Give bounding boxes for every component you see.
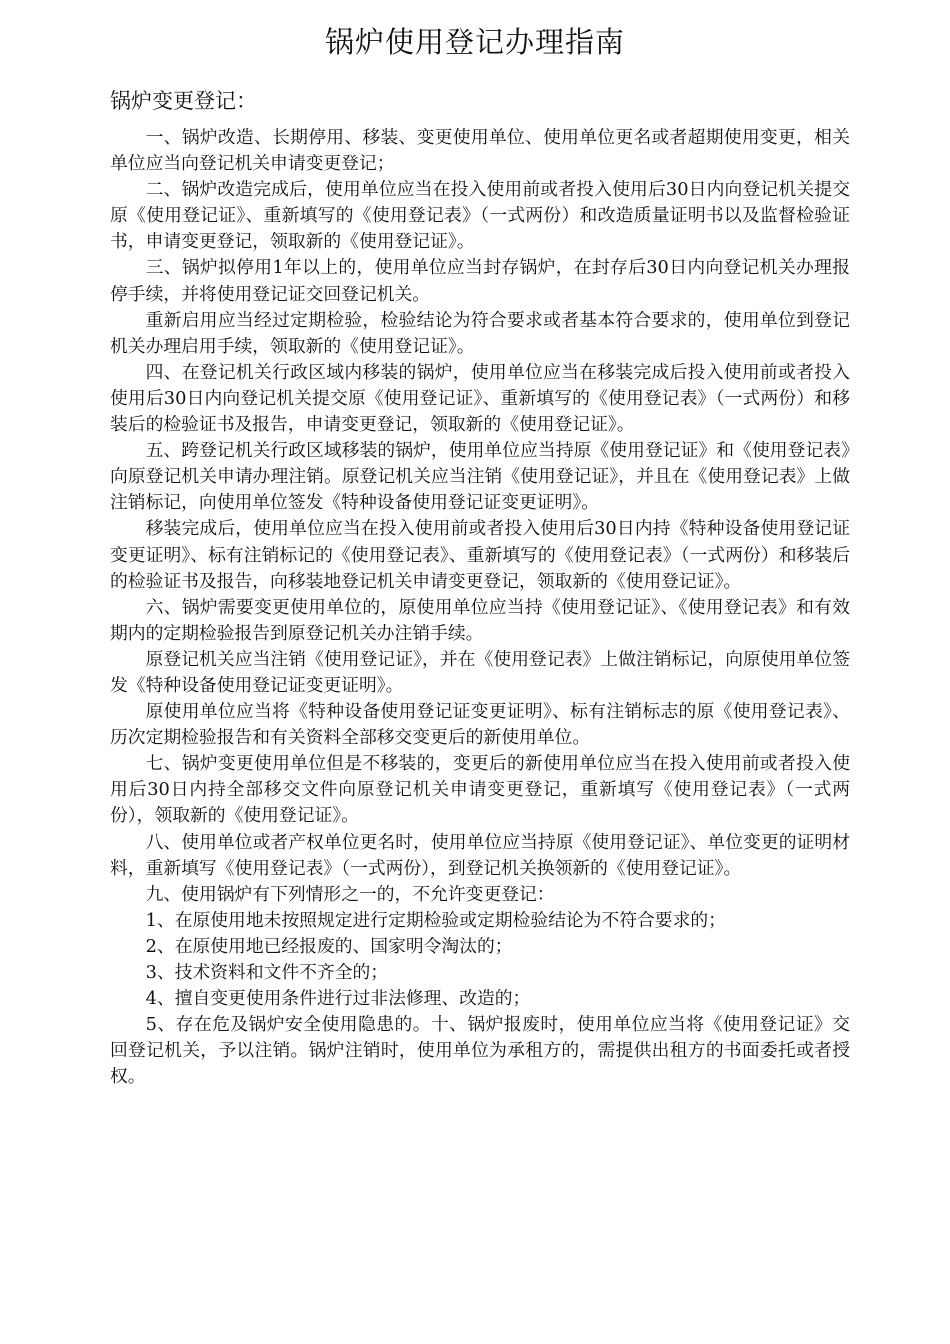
document-title: 锅炉使用登记办理指南 xyxy=(324,25,625,59)
paragraph: 原使用单位应当将《特种设备使用登记证变更证明》、标有注销标志的原《使用登记表》、历次定期检验报告和有关资料全部移交变更后的新使用单位。 xyxy=(110,701,850,749)
section-heading: 锅炉变更登记： xyxy=(110,89,257,113)
paragraph: 三、锅炉拟停用1年以上的，使用单位应当封存锅炉，在封存后30日内向登记机关办理报停手续，并将使用登记证交回登记机关。 xyxy=(110,257,850,305)
paragraph: 一、锅炉改造、长期停用、移装、变更使用单位、使用单位更名或者超期使用变更，相关单位应当向登记机关申请变更登记； xyxy=(110,127,850,175)
paragraph: 二、锅炉改造完成后，使用单位应当在投入使用前或者投入使用后30日内向登记机关提交原《使用登记证》、重新填写的《使用登记表》（一式两份）和改造质量证明书以及监督检验证书，申请变更登记，领取新的《使用登记证》。 xyxy=(110,179,850,253)
paragraph: 移装完成后，使用单位应当在投入使用前或者投入使用后30日内持《特种设备使用登记证变更证明》、标有注销标记的《使用登记表》、重新填写的《使用登记表》（一式两份）和移装后的检验证书及报告，向移装地登记机关申请变更登记，领取新的《使用登记证》。 xyxy=(110,518,850,592)
list-item: 3、技术资料和文件不齐全的； xyxy=(145,962,389,983)
list-item: 4、擅自变更使用条件进行过非法修理、改造的； xyxy=(145,988,531,1010)
paragraph: 四、在登记机关行政区域内移装的锅炉，使用单位应当在移装完成后投入使用前或者投入使用后30日内向登记机关提交原《使用登记证》、重新填写的《使用登记表》（一式两份）和移装后的检验证书及报告，申请变更登记，领取新的《使用登记证》。 xyxy=(110,361,850,436)
paragraph: 九、使用锅炉有下列情形之一的，不允许变更登记： xyxy=(145,883,555,905)
paragraph: 原登记机关应当注销《使用登记证》，并在《使用登记表》上做注销标记，向原使用单位签发《特种设备使用登记证变更证明》。 xyxy=(110,648,850,696)
list-item: 1、在原使用地未按照规定进行定期检验或定期检验结论为不符合要求的； xyxy=(145,909,726,931)
list-item: 2、在原使用地已经报废的、国家明令淘汰的； xyxy=(145,935,513,957)
paragraph: 重新启用应当经过定期检验，检验结论为符合要求或者基本符合要求的，使用单位到登记机关办理启用手续，领取新的《使用登记证》。 xyxy=(110,309,850,357)
paragraph: 五、跨登记机关行政区域移装的锅炉，使用单位应当持原《使用登记证》和《使用登记表》向原登记机关申请办理注销。原登记机关应当注销《使用登记证》，并且在《使用登记表》上做注销标记，向使用单位签发《特种设备使用登记证变更证明》。 xyxy=(110,440,850,514)
document-body xyxy=(110,125,850,1090)
list-item: 5、存在危及锅炉安全使用隐患的。十、锅炉报废时，使用单位应当将《使用登记证》交回登记机关，予以注销。锅炉注销时，使用单位为承租方的，需提供出租方的书面委托或者授权。 xyxy=(110,1014,850,1088)
paragraph: 七、锅炉变更使用单位但是不移装的，变更后的新使用单位应当在投入使用前或者投入使用后30日内持全部移交文件向原登记机关申请变更登记，重新填写《使用登记表》（一式两份），领取新的《使用登记证》。 xyxy=(110,753,850,827)
paragraph: 六、锅炉需要变更使用单位的，原使用单位应当持《使用登记证》、《使用登记表》和有效期内的定期检验报告到原登记机关办注销手续。 xyxy=(110,596,850,644)
paragraph: 八、使用单位或者产权单位更名时，使用单位应当持原《使用登记证》、单位变更的证明材料，重新填写《使用登记表》（一式两份），到登记机关换领新的《使用登记证》。 xyxy=(110,831,850,879)
